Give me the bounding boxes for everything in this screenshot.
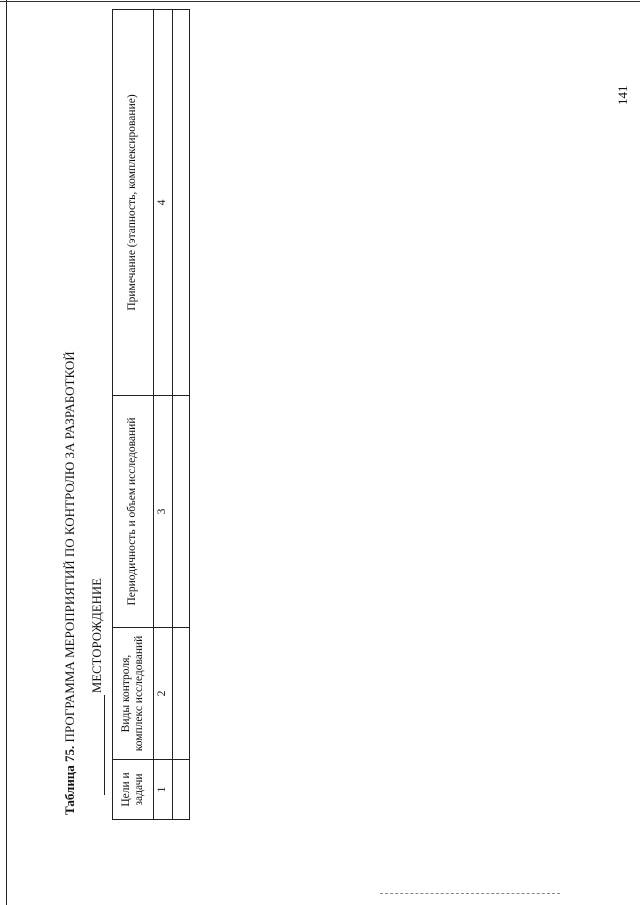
header-frequency: Периодичность и объем исследований (113, 396, 154, 628)
field-name-line (90, 578, 105, 795)
column-number-1: 1 (154, 760, 173, 820)
table-title-text: ПРОГРАММА МЕРОПРИЯТИЙ ПО КОНТРОЛЮ ЗА РАЗРАБОТКОЙ (62, 351, 77, 743)
table-cell (173, 760, 190, 820)
table-header-row (113, 10, 154, 820)
table-cell (173, 396, 190, 628)
header-notes: Примечание (этапность, комплексирование) (113, 10, 154, 396)
column-number-4: 4 (154, 10, 173, 396)
table-row (173, 10, 190, 820)
header-control-types: Виды контроля, комплекс исследований (113, 628, 154, 760)
column-number-2: 2 (154, 628, 173, 760)
table-title-number: Таблица 75. (62, 745, 77, 815)
control-program-table (112, 9, 190, 820)
page-number: 141 (615, 85, 630, 105)
table-title (62, 351, 78, 815)
field-name-label: МЕСТОРОЖДЕНИЕ (90, 577, 104, 693)
table-cell (173, 628, 190, 760)
table-number-row (154, 10, 173, 820)
table-cell (173, 10, 190, 396)
header-goals: Цели и задачи (113, 760, 154, 820)
column-number-3: 3 (154, 396, 173, 628)
field-name-blank (92, 695, 105, 795)
